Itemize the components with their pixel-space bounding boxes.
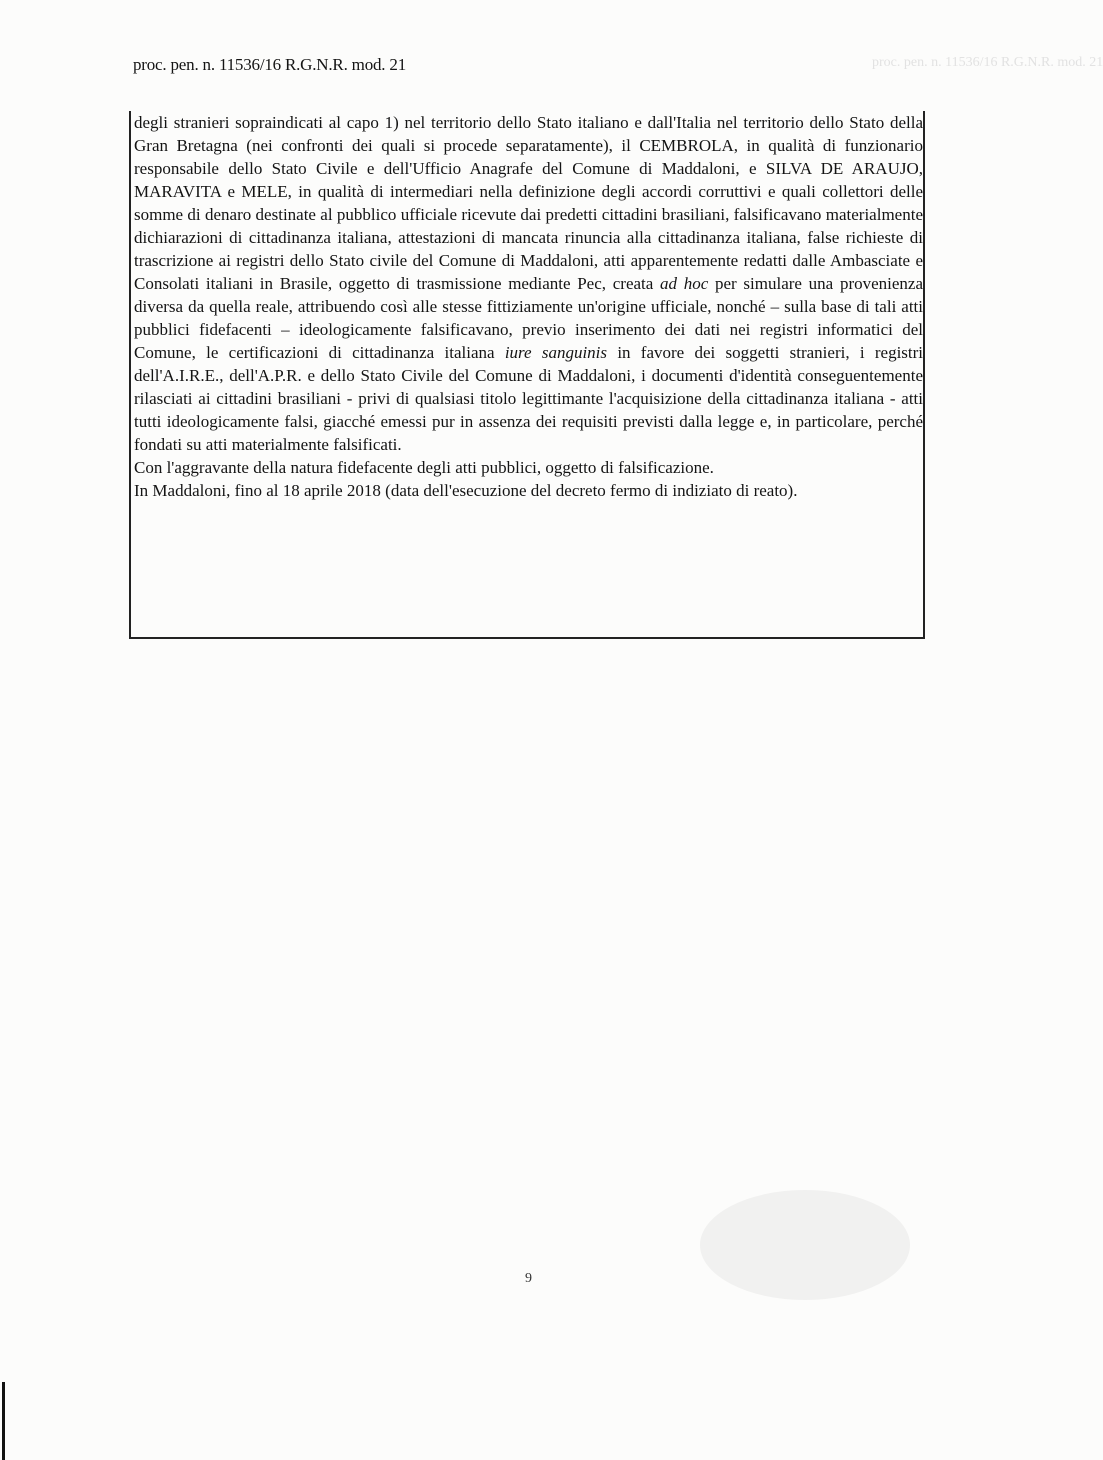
aggravating-circumstance: Con l'aggravante della natura fidefacente degli atti pubblici, oggetto di falsificazione. <box>134 458 714 477</box>
charge-paragraph <box>131 111 923 456</box>
document-header: proc. pen. n. 11536/16 R.G.N.R. mod. 21 <box>133 55 406 74</box>
charge-text-part-2: per simulare una provenienza diversa da quella reale, attribuendo così alle stesse fittiziamente un'origine ufficiale, nonché – sulla base di tali atti pubblici fidefacenti – ideologicamente falsificavano, previo inserimento dei dati nei registri informatici del Comune, le certificazioni di cittadinanza italiana <box>134 274 924 362</box>
bleed-through-text: proc. pen. n. 11536/16 R.G.N.R. mod. 21 <box>872 55 1103 70</box>
italic-phrase-iure-sanguinis: iure sanguinis <box>504 343 608 362</box>
italic-phrase-ad-hoc: ad hoc <box>660 274 709 293</box>
place-and-date: In Maddaloni, fino al 18 aprile 2018 (data dell'esecuzione del decreto fermo di indiziato di reato). <box>134 481 798 500</box>
scan-edge-mark <box>2 1382 5 1460</box>
page-number: 9 <box>525 1271 532 1286</box>
charge-text-part-3: in favore dei soggetti stranieri, i registri dell'A.I.R.E., dell'A.P.R. e dello Stato Civile del Comune di Maddaloni, i documenti d'identità conseguentemente rilasciati ai cittadini brasiliani - privi di qualsiasi titolo legittimante l'acquisizione della cittadinanza italiana - atti tutti ideologicamente falsi, giacché emessi pur in assenza dei requisiti previsti dalla legge e, in particolare, perché fondati su atti materialmente falsificati. <box>134 343 924 454</box>
charge-text-box <box>129 111 925 639</box>
charge-text-part-1: degli stranieri sopraindicati al capo 1) nel territorio dello Stato italiano e dall'Italia nel territorio dello Stato della Gran Bretagna (nei confronti dei quali si procede separatamente), il CEMBROLA, in qualità di funzionario responsabile dello Stato Civile e dell'Ufficio Anagrafe del Comune di Maddaloni, e SILVA DE ARAUJO, MARAVITA e MELE, in qualità di intermediari nella definizione degli accordi corruttivi e quali collettori delle somme di denaro destinate al pubblico ufficiale ricevute dai predetti cittadini brasiliani, falsificavano materialmente dichiarazioni di cittadinanza italiana, attestazioni di mancata rinuncia alla cittadinanza italiana, false richieste di trascrizione ai registri dello Stato civile del Comune di Maddaloni, atti apparentemente redatti dalle Ambasciate e Consolati italiani in Brasile, oggetto di trasmissione mediante Pec, creata <box>134 113 923 293</box>
scan-smudge <box>700 1190 910 1300</box>
